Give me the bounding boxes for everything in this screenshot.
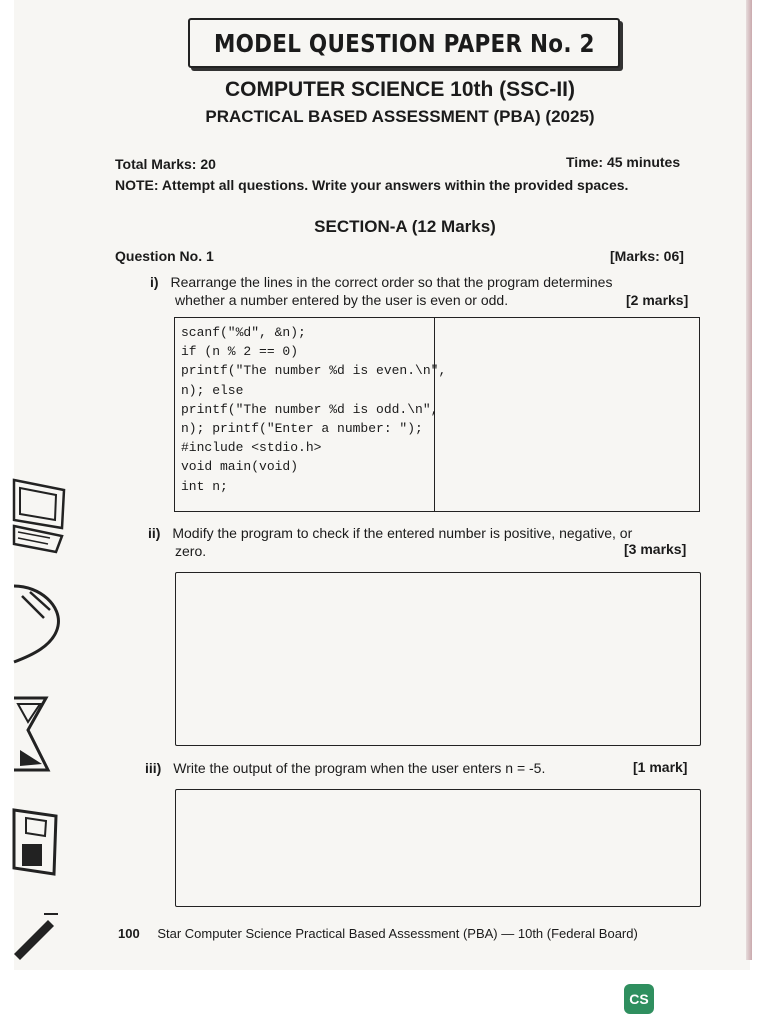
computer-icon	[0, 468, 72, 558]
answer-space-ii[interactable]	[175, 572, 701, 746]
code-line: scanf("%d", &n);	[181, 325, 306, 340]
part-i-number: i)	[150, 274, 159, 290]
subject-heading: COMPUTER SCIENCE 10th (SSC-II)	[224, 78, 576, 101]
assessment-heading: PRACTICAL BASED ASSESSMENT (PBA) (2025)	[205, 107, 595, 126]
part-ii-text: Modify the program to check if the entered number is positive, negative, or	[172, 525, 633, 541]
part-i-marks: [2 marks]	[626, 292, 689, 308]
mouse-icon	[0, 576, 72, 666]
part-iii-marks: [1 mark]	[633, 759, 688, 775]
part-iii-line1	[145, 760, 545, 776]
code-line: n); printf("Enter a number: ");	[181, 421, 423, 437]
page-edge	[746, 0, 752, 960]
question-marks: [Marks: 06]	[610, 248, 684, 264]
section-title: SECTION-A (12 Marks)	[314, 217, 496, 236]
answer-space-iii[interactable]	[175, 789, 701, 907]
part-i-text: Rearrange the lines in the correct order so that the program determines	[170, 274, 613, 290]
part-iii-number: iii)	[145, 760, 162, 776]
page-number: 100	[118, 926, 140, 941]
code-line: printf("The number %d is odd.\n",	[181, 401, 439, 417]
code-line: if (n % 2 == 0)	[181, 344, 299, 360]
note: NOTE: Attempt all questions. Write your answers within the provided spaces.	[115, 177, 629, 193]
page-footer	[118, 926, 638, 941]
part-ii-line2: zero.	[175, 543, 207, 559]
part-ii-number: ii)	[148, 525, 161, 541]
answer-space-i[interactable]	[435, 318, 699, 511]
code-line: #include <stdio.h>	[181, 440, 322, 456]
part-i-line1	[150, 274, 612, 290]
code-table	[174, 317, 700, 512]
code-line: void main(void)	[181, 459, 299, 475]
hourglass-icon	[0, 690, 72, 780]
part-ii-marks: [3 marks]	[624, 541, 687, 557]
time-limit: Time: 45 minutes	[566, 154, 681, 170]
part-iii-text: Write the output of the program when the user enters n = -5.	[173, 760, 546, 776]
paper-title-box	[188, 18, 620, 68]
code-line: int n;	[181, 478, 228, 494]
scanner-badge[interactable]: CS	[624, 984, 654, 1014]
code-line: printf("The number %d is even.\n",	[181, 363, 447, 379]
total-marks: Total Marks: 20	[115, 156, 216, 172]
paper-title: MODEL QUESTION PAPER No. 2	[213, 28, 595, 58]
code-line: n); else	[181, 382, 244, 398]
part-i-line2: whether a number entered by the user is even or odd.	[175, 292, 509, 308]
floppy-disk-icon	[0, 800, 72, 880]
part-ii-line1	[148, 525, 632, 541]
question-label: Question No. 1	[115, 248, 214, 264]
pen-icon	[0, 906, 72, 966]
code-listing	[175, 318, 447, 511]
book-title: Star Computer Science Practical Based Assessment (PBA) — 10th (Federal Board)	[157, 926, 638, 941]
